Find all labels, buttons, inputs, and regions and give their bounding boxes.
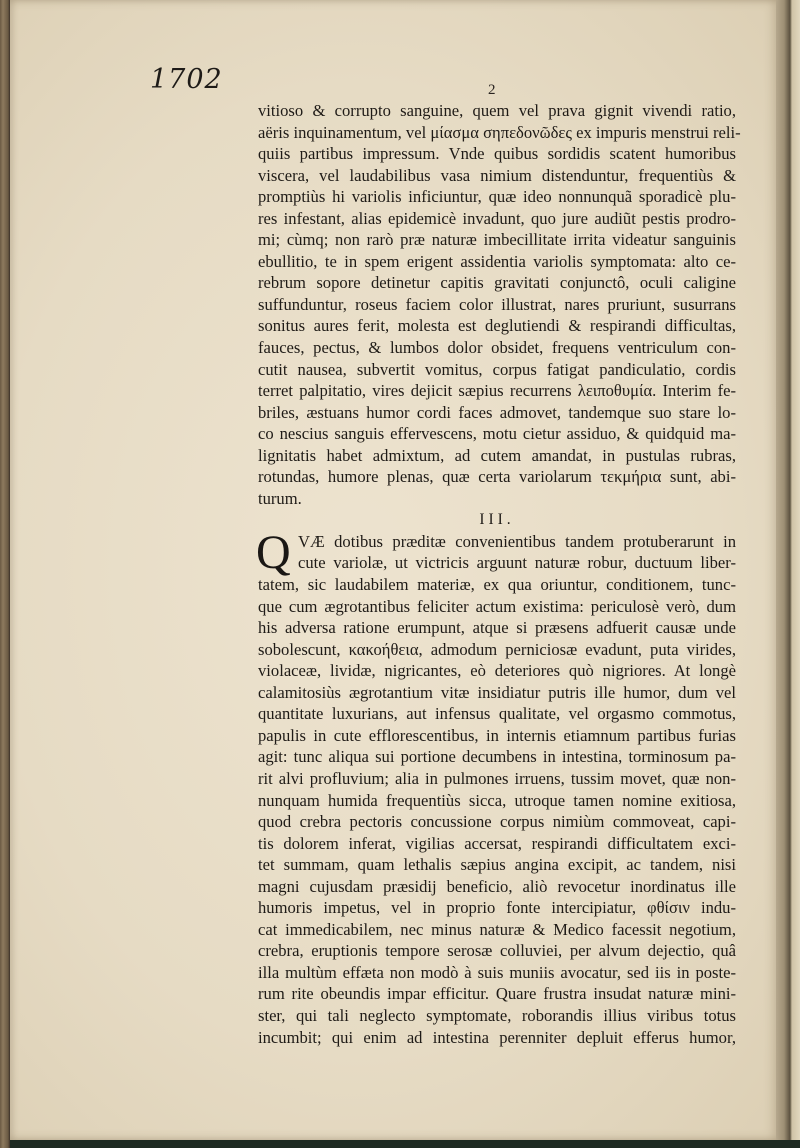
text-line: aëris inquinamentum, vel μίασμα σηπεδονῶδες ex impuris menstrui reli- xyxy=(258,122,741,142)
text-line: magni cujusdam præsidij beneficio, aliò revocetur inordinatus ille xyxy=(258,876,736,896)
text-line: rum rite obeundis impar efficitur. Quare frustra insudat naturæ mini- xyxy=(258,984,736,1004)
paragraph-continued xyxy=(258,100,741,509)
text-line: quod crebra pectoris concussione corpus nimiùm commoveat, capi- xyxy=(258,812,736,832)
text-line: rotundas, humore plenas, quæ certa variolarum τεκμήρια sunt, abi- xyxy=(258,467,736,487)
text-block xyxy=(256,100,741,1048)
text-line: terret palpitatio, vires dejicit sæpius recurrens λειποθυμία. Interim fe- xyxy=(258,381,736,401)
text-line: cutit nausea, subvertit vomitus, corpus fatigat pandiculatio, cordis xyxy=(258,359,736,379)
text-line: illa multùm effæta non modò à suis muniis avocatur, sed iis in poste- xyxy=(258,962,736,982)
text-line: crebra, eruptionis tempore serosæ colluviei, per alvum dejectio, quâ xyxy=(258,941,736,961)
text-line: rit alvi profluvium; alia in pulmones irruens, tussim movet, quæ non- xyxy=(258,768,736,788)
text-line: tatem, sic laudabilem materiæ, ex qua oriuntur, conditionem, tunc- xyxy=(258,575,736,595)
text-line: lignitatis habet admixtum, ad cutem amandat, in pustulas rubras, xyxy=(258,445,736,465)
page-number: 2 xyxy=(488,82,496,98)
drop-cap: Q xyxy=(256,525,291,579)
text-line: incumbit; qui enim ad intestina perenniter depluit efferus humor, xyxy=(258,1027,736,1047)
text-line: res infestant, alias epidemicè invadunt, quo jure audiũt pestis prodro- xyxy=(258,208,736,228)
text-line: calamitosiùs ægrotantium vitæ insidiatur putris ille humor, dum vel xyxy=(258,682,736,702)
text-line: fauces, pectus, & lumbos dolor obsidet, frequens ventriculum con- xyxy=(258,338,736,358)
text-line: turum. xyxy=(258,488,302,508)
text-line: co nescius sanguis effervescens, motu cietur assiduo, & quidquid ma- xyxy=(258,424,736,444)
text-line: quiis partibus impressum. Vnde quibus sordidis scatent humoribus xyxy=(258,144,736,164)
text-line: sobolescunt, κακοήθεια, admodum perniciosæ evadunt, puta virides, xyxy=(258,639,736,659)
text-line: tis dolorem inferat, vigilias accersat, respirandi difficultatem exci- xyxy=(258,833,736,853)
text-line: cute variolæ, ut victricis arguunt naturæ robur, ductuum liber- xyxy=(298,553,736,573)
text-line: tet summam, quam lethalis sæpius angina excipit, ac tandem, nisi xyxy=(258,855,736,875)
page-edge xyxy=(776,0,800,1148)
text-line: sonitus aures ferit, molesta est deglutiendi & respirandi difficultas, xyxy=(258,316,736,336)
text-line: his adversa ratione erumpunt, atque si præsens adfuerit causæ unde xyxy=(258,618,736,638)
text-line: mi; cùmq; non rarò præ naturæ imbecillitate irrita videatur sanguinis xyxy=(258,230,736,250)
text-line: violaceæ, lividæ, nigricantes, eò deteriores quò nigriores. At longè xyxy=(258,661,736,681)
text-line: agit: tunc aliqua sui portione decumbens in intestina, torminosum pa- xyxy=(258,747,736,767)
section-heading: III. xyxy=(479,511,515,529)
text-line: humoris impetus, vel in proprio fonte intercipiatur, φθίσιν indu- xyxy=(258,898,736,918)
paragraph-section-3 xyxy=(256,525,736,1048)
text-line: suffunduntur, roseus faciem color illustrat, nares pruriunt, susurrans xyxy=(258,294,736,314)
text-line: rebrum sopore detinetur capitis gravitati conjunctô, oculi caligine xyxy=(258,273,736,293)
text-line: viscera, vel laudabilibus vasa nimium distenduntur, frequentiùs & xyxy=(258,165,736,185)
text-line: cat immedicabilem, nec minus naturæ & Medico facessit negotium, xyxy=(258,919,736,939)
accession-mark: 1702 xyxy=(150,64,223,95)
text-line: briles, æstuans humor cordi faces admovet, tandemque suo stare lo- xyxy=(258,402,736,422)
bottom-edge xyxy=(10,1140,800,1148)
text-line: vitioso & corrupto sanguine, quem vel prava gignit vivendi ratio, xyxy=(258,101,736,120)
text-line: que cum ægrotantibus feliciter actum existima: periculosè verò, dum xyxy=(258,596,736,616)
text-line: promptiùs hi variolis inficiuntur, quæ ideo nonnunquã sporadicè plu- xyxy=(258,187,736,207)
text-line: nunquam humida frequentiùs sicca, utroque tamen nomine exitiosa, xyxy=(258,790,736,810)
text-line: VÆ dotibus præditæ convenientibus tandem protuberarunt in xyxy=(298,531,736,551)
text-line: ster, qui tali neglecto symptomate, roborandis illius viribus totus xyxy=(258,1005,736,1025)
text-line: quantitate luxurians, aut infensus qualitate, vel orgasmo commotus, xyxy=(258,704,736,724)
text-line: ebullitio, te in spem erigent assidentia variolis symptomata: alto ce- xyxy=(258,251,736,271)
text-line: papulis in cute efflorescentibus, in internis etiamnum partibus furias xyxy=(258,725,736,745)
